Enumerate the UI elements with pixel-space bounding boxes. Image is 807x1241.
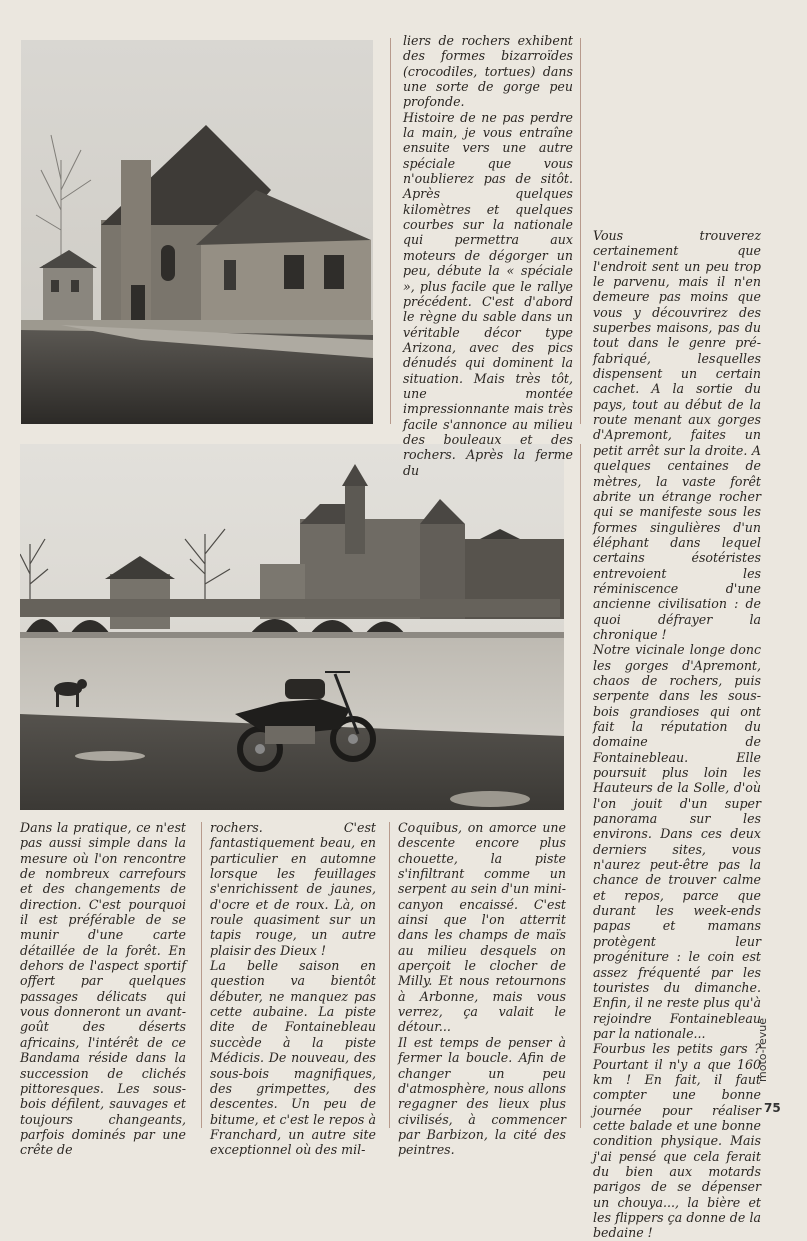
church-photo-image <box>21 40 373 424</box>
column-rule <box>580 38 581 424</box>
paragraph: Notre vicinale longe donc les gorges d'Apremont, chaos de rochers, puis serpente dans les sous-bois grandioses qui ont fait la réputation du domaine de Fontainebleau. Elle poursuit plus loin les Hauteurs de la Solle, d'où l'on jouit d'un super panorama sur les environs. Dans ces deux derniers sites, vous n'aurez peut-être pas la chance de trouver calme et repos, parce que durant les week-ends papas et mamans protègent leur progéniture : le coin est assez fréquenté par les touristes du dimanche. Enfin, il ne reste plus qu'à rejoindre Fontainebleau par la nationale... <box>593 642 761 1041</box>
paragraph: Fourbus les petits gars ? Pourtant il n'y a que 160 km ! En fait, il faut compter une bonne journée pour réaliser cette balade et une bonne condition physique. Mais j'ai pensé que cela ferait du bien aux motards parigos de se dépenser un chouya..., la bière et les flippers ça donne de la bedaine ! <box>593 1041 761 1241</box>
article-column-bottom-1 <box>20 820 186 1158</box>
article-column-top <box>403 33 573 478</box>
article-column-right <box>593 228 761 1241</box>
paragraph: La belle saison en question va bientôt débuter, ne manquez pas cette aubaine. La piste dite de Fontainebleau succède à la piste Médicis. De nouveau, des sous-bois magnifiques, des grimpettes, des descentes. Un peu de bitume, et c'est le repos à Franchard, un autre site exceptionnel où des mil- <box>210 958 376 1158</box>
river-motorcycle-photo <box>20 444 564 810</box>
paragraph: rochers. C'est fantastiquement beau, en particulier en automne lorsque les feuillages s'enrichissent de jaunes, d'ocre et de roux. Là, on roule quasiment sur un tapis rouge, un autre plaisir des Dieux ! <box>210 820 376 958</box>
page-number: 75 <box>764 1101 781 1115</box>
paragraph: liers de rochers exhibent des formes bizarroïdes (crocodiles, tortues) dans une sorte de gorge peu profonde. <box>403 33 573 110</box>
column-rule <box>390 38 391 424</box>
paragraph: Histoire de ne pas perdre la main, je vous entraîne ensuite vers une autre spéciale que vous n'oublierez pas de sitôt. Après quelques kilomètres et quelques courbes sur la nationale qui permettra aux moteurs de dégorger un peu, débute la « spéciale », plus facile que le rallye précédent. C'est d'abord le règne du sable dans un véritable décor type Arizona, avec des pics dénudés qui dominent la situation. Mais très tôt, une montée impressionnante mais très facile s'annonce au milieu des bouleaux et des rochers. Après la ferme du <box>403 109 573 478</box>
river-motorcycle-photo-image <box>20 444 564 810</box>
magazine-name: moto-revue <box>756 1018 769 1082</box>
article-column-bottom-2 <box>210 820 376 1158</box>
column-rule <box>580 444 581 1128</box>
paragraph: Coquibus, on amorce une descente encore plus chouette, la piste s'infiltrant comme un serpent au sein d'un mini-canyon encaissé. C'est ainsi que l'on atterrit dans les champs de maïs au milieu desquels on aperçoit le clocher de Milly. Et nous retournons à Arbonne, mais vous verrez, ça valait le détour... <box>398 820 566 1035</box>
column-rule <box>201 822 202 1128</box>
paragraph: Il est temps de penser à fermer la boucle. Afin de changer un peu d'atmosphère, nous allons regagner des lieux plus civilisés, à commencer par Barbizon, la cité des peintres. <box>398 1034 566 1158</box>
paragraph: Dans la pratique, ce n'est pas aussi simple dans la mesure où l'on rencontre de nombreux carrefours et des changements de direction. C'est pourquoi il est préférable de se munir d'une carte détaillée de la forêt. En dehors de l'aspect sportif offert par quelques passages délicats qui vous donneront un avant-goût des déserts africains, l'intérêt de ce Bandama réside dans la succession de clichés pittoresques. Les sous-bois défilent, sauvages et toujours changeants, parfois dominés par une crête de <box>20 820 186 1158</box>
article-column-bottom-3 <box>398 820 566 1158</box>
church-photo <box>21 40 373 424</box>
column-rule <box>389 822 390 1128</box>
paragraph: Vous trouverez certainement que l'endroit sent un peu trop le parvenu, mais il n'en demeure pas moins que vous y découvrirez des superbes maisons, pas du tout dans le genre pré-fabriqué, lesquelles dispensent un certain cachet. A la sortie du pays, tout au début de la route menant aux gorges d'Apremont, faites un petit arrêt sur la droite. A quelques centaines de mètres, la vaste forêt abrite un étrange rocher qui se manifeste sous les formes singulières d'un éléphant dans lequel certains ésotéristes entrevoient les réminiscence d'une ancienne civilisation : de quoi défrayer la chronique ! <box>593 228 761 642</box>
